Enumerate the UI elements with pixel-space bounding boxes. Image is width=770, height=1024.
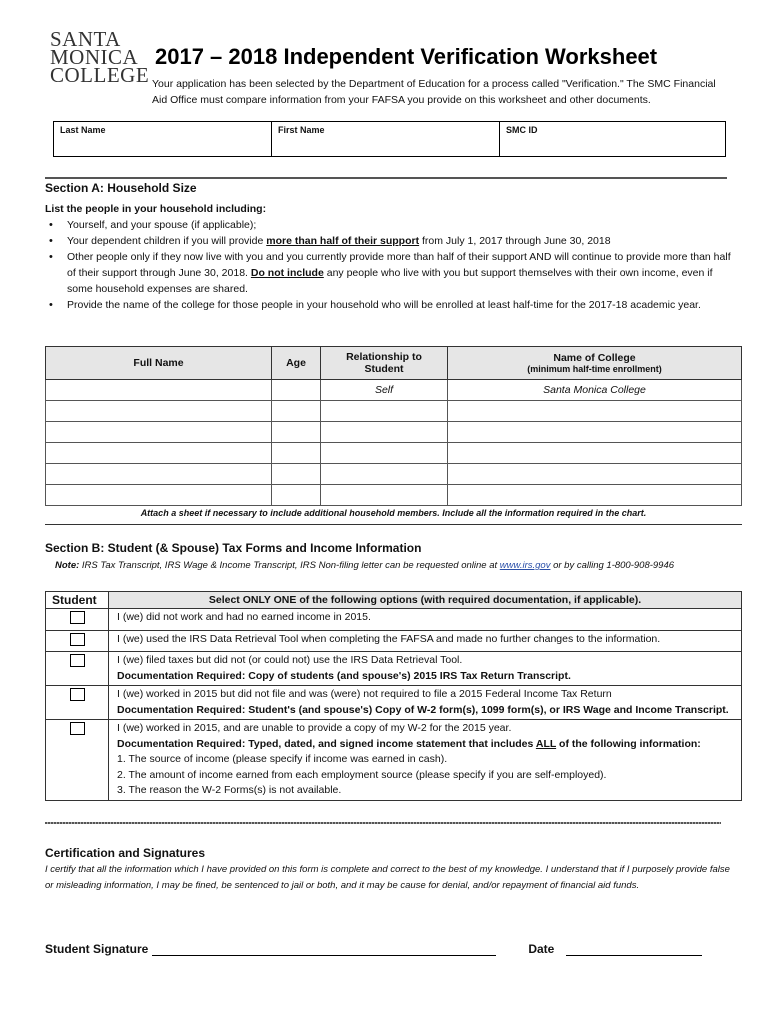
cell-college[interactable]: Santa Monica College <box>448 380 742 401</box>
date-label: Date <box>528 942 555 956</box>
page-title: 2017 – 2018 Independent Verification Worksheet <box>155 44 658 69</box>
tax-options-table <box>45 591 742 801</box>
cell-college[interactable] <box>448 422 742 443</box>
cell-full-name[interactable] <box>46 485 272 506</box>
cell-age[interactable] <box>272 443 321 464</box>
divider <box>45 524 742 525</box>
table-header-row <box>46 347 742 380</box>
cell-age[interactable] <box>272 485 321 506</box>
cell-relationship[interactable] <box>321 464 448 485</box>
logo-line-3: COLLEGE <box>50 63 150 88</box>
table-row <box>46 380 742 401</box>
certification-text: I certify that all the information which I have provided on this form is complete and correct to the best of my knowledge. I understand that if I purposely provide false or misleading information, I may be fined, be sentenced to jail or both, and it may be cause for denial, and/or repayment of financial aid funds. <box>45 864 730 891</box>
option-5-checkbox[interactable] <box>70 722 85 735</box>
cell-college[interactable] <box>448 464 742 485</box>
first-name-field[interactable] <box>272 122 500 156</box>
smc-id-field[interactable] <box>500 122 725 156</box>
household-bullets <box>45 217 735 313</box>
option-row <box>46 652 742 686</box>
option-5-text: I (we) worked in 2015, and are unable to provide a copy of my W-2 for the 2015 year. Documentation Required: Typed, dated, and signed income statement that includes ALL of the following information: 1. The source of income (please specify if income was earned in cash). 2. The amount of income earned from each employment source (please specify if you are self-employed). 3. The reason the W-2 Forms(s) is not available. <box>109 720 742 801</box>
first-name-label: First Name <box>278 125 325 135</box>
irs-link[interactable]: www.irs.gov <box>499 560 551 571</box>
cell-college[interactable] <box>448 443 742 464</box>
col-age: Age <box>272 347 321 380</box>
cell-age[interactable] <box>272 422 321 443</box>
option-row <box>46 686 742 720</box>
cell-full-name[interactable] <box>46 422 272 443</box>
option-2-text: I (we) used the IRS Data Retrieval Tool when completing the FAFSA and made no further changes to the information. <box>109 630 742 652</box>
section-a-heading: Section A: Household Size <box>45 181 197 195</box>
attach-note: Attach a sheet if necessary to include additional household members. Include all the information required in the chart. <box>140 508 647 518</box>
smc-id-label: SMC ID <box>506 125 538 135</box>
student-signature-line[interactable] <box>152 943 496 956</box>
cell-full-name[interactable] <box>46 464 272 485</box>
table-row <box>46 422 742 443</box>
option-4-checkbox[interactable] <box>70 688 85 701</box>
intro-text: Your application has been selected by the Department of Education for a process called "Verification." The SMC Financial Aid Office must compare information from your FAFSA you provide on this worksheet and other documents. <box>152 78 716 106</box>
cell-relationship[interactable]: Self <box>321 380 448 401</box>
option-2-checkbox[interactable] <box>70 633 85 646</box>
logo-line-2: MONICA <box>50 45 139 70</box>
option-3-checkbox[interactable] <box>70 654 85 667</box>
logo-line-1: SANTA <box>50 27 121 51</box>
cell-college[interactable] <box>448 401 742 422</box>
col-options: Select ONLY ONE of the following options (with required documentation, if applicable). <box>109 592 742 609</box>
last-name-field[interactable] <box>54 122 272 156</box>
signature-row <box>45 942 702 956</box>
cell-relationship[interactable] <box>321 485 448 506</box>
cell-relationship[interactable] <box>321 401 448 422</box>
student-name-box <box>53 121 726 157</box>
section-b-note: Note: IRS Tax Transcript, IRS Wage & Income Transcript, IRS Non-filing letter can be requested online at www.irs.gov or by calling 1-800-908-9946 <box>55 560 675 571</box>
cell-age[interactable] <box>272 401 321 422</box>
option-row <box>46 630 742 652</box>
table-row <box>46 401 742 422</box>
table-row <box>46 485 742 506</box>
table-header-row <box>46 592 742 609</box>
last-name-label: Last Name <box>60 125 106 135</box>
option-3-text: I (we) filed taxes but did not (or could not) use the IRS Data Retrieval Tool. Documentation Required: Copy of students (and spouse's) 2015 IRS Tax Return Transcript. <box>109 652 742 686</box>
col-student: Student <box>46 592 109 609</box>
cell-relationship[interactable] <box>321 422 448 443</box>
cell-college[interactable] <box>448 485 742 506</box>
col-full-name: Full Name <box>46 347 272 380</box>
bullet-item: • Yourself, and your spouse (if applicable); <box>45 217 735 233</box>
section-a-list-intro: List the people in your household including: <box>45 203 267 215</box>
household-table <box>45 346 742 506</box>
divider <box>45 822 721 824</box>
bullet-item: • Provide the name of the college for those people in your household who will be enrolled at least half-time for the 2017-18 academic year. <box>45 297 735 313</box>
divider <box>45 177 727 179</box>
cell-age[interactable] <box>272 464 321 485</box>
section-b-heading: Section B: Student (& Spouse) Tax Forms and Income Information <box>45 541 422 555</box>
table-row <box>46 443 742 464</box>
option-row <box>46 609 742 631</box>
certification-heading: Certification and Signatures <box>45 846 206 860</box>
option-4-text: I (we) worked in 2015 but did not file and was (were) not required to file a 2015 Federal Income Tax Return Documentation Required: Student's (and spouse's) Copy of W-2 form(s), 1099 form(s), or IRS Wage and Income Transcript. <box>109 686 742 720</box>
cell-full-name[interactable] <box>46 443 272 464</box>
student-signature-label: Student Signature <box>45 942 149 956</box>
cell-full-name[interactable] <box>46 401 272 422</box>
date-line[interactable] <box>566 943 702 956</box>
bullet-item: • Your dependent children if you will provide more than half of their support from July 1, 2017 through June 30, 2018 <box>45 233 735 249</box>
bullet-item: • Other people only if they now live with you and you currently provide more than half of their support AND will continue to provide more than half of their support through June 30, 2018. Do not include any people who live with you but support themselves with their own income, even if some household expenses are shared. <box>45 249 735 297</box>
option-row <box>46 720 742 801</box>
cell-full-name[interactable] <box>46 380 272 401</box>
option-1-checkbox[interactable] <box>70 611 85 624</box>
college-logo <box>50 27 150 88</box>
table-row <box>46 464 742 485</box>
cell-age[interactable] <box>272 380 321 401</box>
cell-relationship[interactable] <box>321 443 448 464</box>
col-college: Name of College (minimum half-time enrollment) <box>448 347 742 380</box>
option-1-text: I (we) did not work and had no earned income in 2015. <box>109 609 742 631</box>
col-relationship: Relationship to Student <box>321 347 448 380</box>
